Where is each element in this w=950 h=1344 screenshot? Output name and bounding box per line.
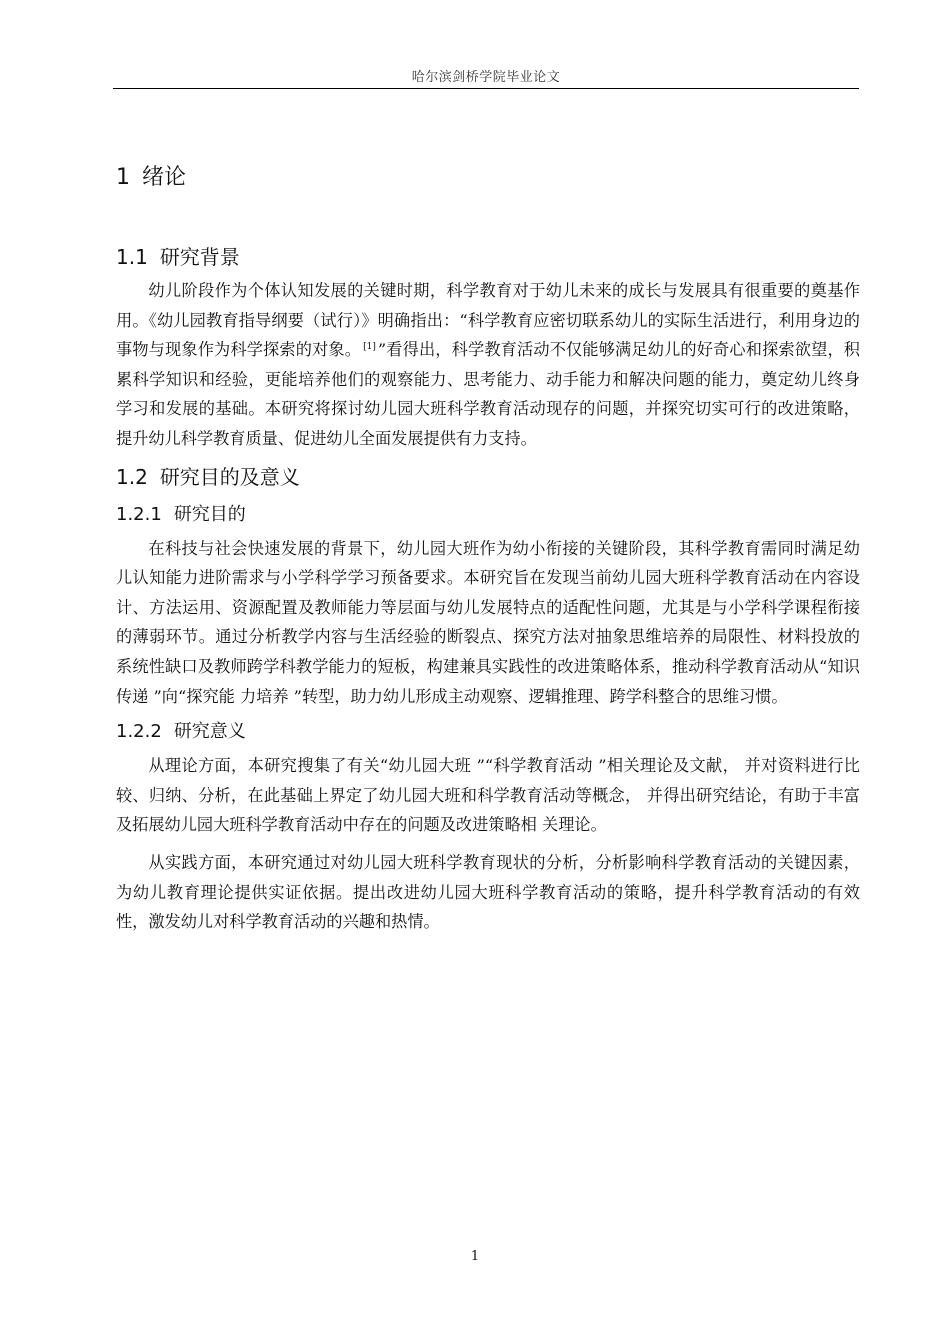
significance-practice-paragraph: 从实践方面，本研究通过对幼儿园大班科学教育现状的分析，分析影响科学教育活动的关键因素，为幼儿教育理论提供实证依据。提出改进幼儿园大班科学教育活动的策略，提升科学教育活动的有效性，激发幼儿对科学教育活动的兴趣和热情。 xyxy=(116,852,860,932)
section-1-2-heading xyxy=(116,460,860,494)
header-divider xyxy=(113,88,859,89)
background-text-part1: 幼儿阶段作为个体认知发展的关键时期，科学教育对于幼儿未来的成长与发展具有很重要的奠基作用。《幼儿园教育指导纲要（试行）》明确指出：“科学教育应密切联系幼儿的实际生活进行，利用身边的事物与现象作为科学探索的对象。 xyxy=(116,281,860,360)
section-1-2-1-number: 1.2.1 xyxy=(116,503,162,525)
section-1-2-1-heading xyxy=(116,498,860,532)
citation-ref: [1] xyxy=(363,342,376,353)
section-1-2-number: 1.2 xyxy=(116,464,148,489)
section-1-2-2-heading xyxy=(116,715,860,749)
page-header: 哈尔滨剑桥学院毕业论文 xyxy=(411,70,561,85)
section-1-2-2-number: 1.2.2 xyxy=(116,721,162,743)
section-1-2-1-title: 研究目的 xyxy=(173,503,246,525)
section-1-1-heading xyxy=(116,240,860,274)
document-body xyxy=(116,158,860,937)
page-number: 1 xyxy=(470,1249,480,1264)
section-1-2-title: 研究目的及意义 xyxy=(159,464,300,489)
chapter-number: 1 xyxy=(116,165,130,190)
background-text-part2: ”看得出，科学教育活动不仅能够满足幼儿的好奇心和探索欲望，积累科学知识和经验，更能培养他们的观察能力、思考能力、动手能力和解决问题的能力，奠定幼儿终身学习和发展的基础。本研究将探讨幼儿园大班科学教育活动现存的问题，并探究切实可行的改进策略，提升幼儿科学教育质量、促进幼儿全面发展提供有力支持。 xyxy=(116,340,860,448)
section-1-2-2-title: 研究意义 xyxy=(173,721,246,743)
background-paragraph xyxy=(116,276,860,454)
chapter-title: 绪论 xyxy=(142,165,187,190)
section-1-1-number: 1.1 xyxy=(116,245,148,269)
section-1-1-title: 研究背景 xyxy=(159,245,240,269)
significance-theory-paragraph: 从理论方面，本研究搜集了有关“幼儿园大班 ”“科学教育活动 ”相关理论及文献， 并对资料进行比较、归纳、分析，在此基础上界定了幼儿园大班和科学教育活动等概念， 并得出研究结论，有助于丰富及拓展幼儿园大班科学教育活动中存在的问题及改进策略相 关理论。 xyxy=(116,756,860,835)
chapter-heading xyxy=(116,158,860,198)
purpose-paragraph: 在科技与社会快速发展的背景下，幼儿园大班作为幼小衔接的关键阶段，其科学教育需同时满足幼儿认知能力进阶需求与小学科学学习预备要求。本研究旨在发现当前幼儿园大班科学教育活动在内容设计、方法运用、资源配置及教师能力等层面与幼儿发展特点的适配性问题，尤其是与小学科学课程衔接的薄弱环节。通过分析教学内容与生活经验的断裂点、探究方法对抽象思维培养的局限性、材料投放的系统性缺口及教师跨学科教学能力的短板，构建兼具实践性的改进策略体系，推动科学教育活动从“知识传递 ”向“探究能 力培养 ”转型，助力幼儿形成主动观察、逻辑推理、跨学科整合的思维习惯。 xyxy=(116,538,860,706)
